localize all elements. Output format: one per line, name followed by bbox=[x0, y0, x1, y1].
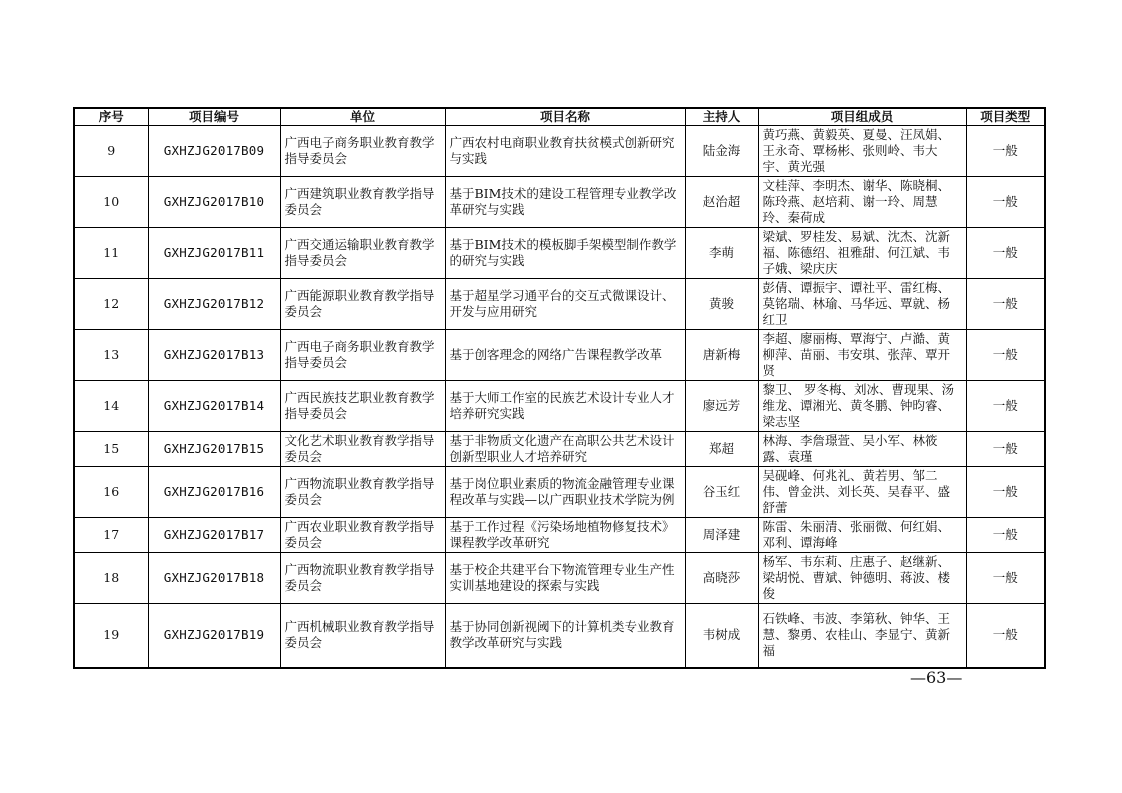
cell-name: 基于非物质文化遗产在高职公共艺术设计创新型职业人才培养研究 bbox=[445, 432, 685, 467]
cell-name: 基于超星学习通平台的交互式微课设计、开发与应用研究 bbox=[445, 279, 685, 330]
table-row bbox=[74, 228, 1045, 279]
cell-code: GXHZJG2017B14 bbox=[148, 381, 280, 432]
cell-name: 基于岗位职业素质的物流金融管理专业课程改革与实践—以广西职业技术学院为例 bbox=[445, 467, 685, 518]
cell-unit: 广西建筑职业教育教学指导委员会 bbox=[280, 177, 445, 228]
cell-name: 基于协同创新视阈下的计算机类专业教育教学改革研究与实践 bbox=[445, 604, 685, 668]
cell-code: GXHZJG2017B11 bbox=[148, 228, 280, 279]
cell-leader: 赵治超 bbox=[685, 177, 758, 228]
cell-no: 9 bbox=[74, 126, 148, 177]
cell-members: 梁斌、罗桂发、易斌、沈杰、沈新福、陈德绍、祖雅甜、何江斌、韦子娥、梁庆庆 bbox=[758, 228, 966, 279]
cell-unit: 广西物流职业教育教学指导委员会 bbox=[280, 553, 445, 604]
table-row bbox=[74, 432, 1045, 467]
cell-leader: 韦树成 bbox=[685, 604, 758, 668]
cell-unit: 广西电子商务职业教育教学指导委员会 bbox=[280, 330, 445, 381]
cell-unit: 广西机械职业教育教学指导委员会 bbox=[280, 604, 445, 668]
cell-no: 19 bbox=[74, 604, 148, 668]
cell-name: 广西农村电商职业教育扶贫模式创新研究与实践 bbox=[445, 126, 685, 177]
cell-leader: 唐新梅 bbox=[685, 330, 758, 381]
header-name: 项目名称 bbox=[445, 108, 685, 126]
table-row bbox=[74, 381, 1045, 432]
header-code: 项目编号 bbox=[148, 108, 280, 126]
cell-code: GXHZJG2017B09 bbox=[148, 126, 280, 177]
cell-type: 一般 bbox=[966, 330, 1045, 381]
cell-unit: 广西物流职业教育教学指导委员会 bbox=[280, 467, 445, 518]
cell-name: 基于校企共建平台下物流管理专业生产性实训基地建设的探索与实践 bbox=[445, 553, 685, 604]
cell-type: 一般 bbox=[966, 381, 1045, 432]
table-header-row bbox=[74, 108, 1045, 126]
cell-code: GXHZJG2017B18 bbox=[148, 553, 280, 604]
cell-leader: 黄骏 bbox=[685, 279, 758, 330]
cell-no: 13 bbox=[74, 330, 148, 381]
cell-no: 15 bbox=[74, 432, 148, 467]
cell-no: 18 bbox=[74, 553, 148, 604]
cell-no: 14 bbox=[74, 381, 148, 432]
cell-members: 林海、李詹璟萱、吴小军、林筱露、袁瑾 bbox=[758, 432, 966, 467]
table-row bbox=[74, 279, 1045, 330]
header-no: 序号 bbox=[74, 108, 148, 126]
cell-no: 12 bbox=[74, 279, 148, 330]
cell-members: 彭倩、谭振宇、谭社平、雷红梅、莫铭瑞、林瑜、马华远、覃就、杨红卫 bbox=[758, 279, 966, 330]
table-row bbox=[74, 467, 1045, 518]
cell-no: 10 bbox=[74, 177, 148, 228]
cell-name: 基于大师工作室的民族艺术设计专业人才培养研究实践 bbox=[445, 381, 685, 432]
cell-leader: 郑超 bbox=[685, 432, 758, 467]
cell-type: 一般 bbox=[966, 467, 1045, 518]
table-row bbox=[74, 330, 1045, 381]
cell-leader: 高晓莎 bbox=[685, 553, 758, 604]
header-unit: 单位 bbox=[280, 108, 445, 126]
cell-members: 陈雷、朱丽清、张丽微、何红娟、邓利、谭海峰 bbox=[758, 518, 966, 553]
cell-members: 石铁峰、韦波、李第秋、钟华、王慧、黎勇、农桂山、李显宁、黄新福 bbox=[758, 604, 966, 668]
table-row bbox=[74, 553, 1045, 604]
cell-unit: 文化艺术职业教育教学指导委员会 bbox=[280, 432, 445, 467]
cell-code: GXHZJG2017B19 bbox=[148, 604, 280, 668]
header-type: 项目类型 bbox=[966, 108, 1045, 126]
cell-code: GXHZJG2017B17 bbox=[148, 518, 280, 553]
cell-unit: 广西民族技艺职业教育教学指导委员会 bbox=[280, 381, 445, 432]
cell-leader: 谷玉红 bbox=[685, 467, 758, 518]
cell-unit: 广西能源职业教育教学指导委员会 bbox=[280, 279, 445, 330]
table-row bbox=[74, 518, 1045, 553]
cell-type: 一般 bbox=[966, 126, 1045, 177]
cell-no: 17 bbox=[74, 518, 148, 553]
cell-members: 黄巧燕、黄毅英、夏曼、汪凤娟、王永奇、覃杨彬、张则岭、韦大宇、黄光强 bbox=[758, 126, 966, 177]
cell-name: 基于BIM技术的建设工程管理专业教学改革研究与实践 bbox=[445, 177, 685, 228]
table-row bbox=[74, 126, 1045, 177]
cell-leader: 陆金海 bbox=[685, 126, 758, 177]
cell-name: 基于创客理念的网络广告课程教学改革 bbox=[445, 330, 685, 381]
cell-no: 16 bbox=[74, 467, 148, 518]
cell-code: GXHZJG2017B16 bbox=[148, 467, 280, 518]
cell-leader: 周泽建 bbox=[685, 518, 758, 553]
cell-code: GXHZJG2017B10 bbox=[148, 177, 280, 228]
project-table bbox=[73, 107, 1046, 669]
cell-members: 文桂萍、李明杰、谢华、陈晓桐、陈玲燕、赵培莉、谢一玲、周慧玲、秦荷成 bbox=[758, 177, 966, 228]
header-members: 项目组成员 bbox=[758, 108, 966, 126]
header-leader: 主持人 bbox=[685, 108, 758, 126]
cell-type: 一般 bbox=[966, 177, 1045, 228]
cell-code: GXHZJG2017B15 bbox=[148, 432, 280, 467]
cell-type: 一般 bbox=[966, 604, 1045, 668]
cell-members: 黎卫、 罗冬梅、刘冰、曹现果、汤维龙、谭湘光、黄冬鹏、钟昀睿、梁志坚 bbox=[758, 381, 966, 432]
cell-members: 杨军、韦东莉、庄惠子、赵继新、梁胡悦、曹斌、钟德明、蒋波、楼俊 bbox=[758, 553, 966, 604]
page-number: —63— bbox=[910, 668, 963, 687]
cell-name: 基于BIM技术的模板脚手架模型制作教学的研究与实践 bbox=[445, 228, 685, 279]
cell-unit: 广西电子商务职业教育教学指导委员会 bbox=[280, 126, 445, 177]
cell-no: 11 bbox=[74, 228, 148, 279]
cell-unit: 广西农业职业教育教学指导委员会 bbox=[280, 518, 445, 553]
cell-code: GXHZJG2017B13 bbox=[148, 330, 280, 381]
table-row bbox=[74, 177, 1045, 228]
cell-type: 一般 bbox=[966, 518, 1045, 553]
cell-name: 基于工作过程《污染场地植物修复技术》课程教学改革研究 bbox=[445, 518, 685, 553]
cell-leader: 李萌 bbox=[685, 228, 758, 279]
cell-type: 一般 bbox=[966, 432, 1045, 467]
cell-code: GXHZJG2017B12 bbox=[148, 279, 280, 330]
table-row bbox=[74, 604, 1045, 668]
cell-type: 一般 bbox=[966, 553, 1045, 604]
cell-members: 吴砚峰、何兆礼、黄若男、邹二伟、曾金洪、刘长英、吴春平、盛舒蕾 bbox=[758, 467, 966, 518]
cell-leader: 廖远芳 bbox=[685, 381, 758, 432]
cell-unit: 广西交通运输职业教育教学指导委员会 bbox=[280, 228, 445, 279]
cell-members: 李超、廖丽梅、覃海宁、卢澔、黄柳萍、苗丽、韦安琪、张萍、覃开贤 bbox=[758, 330, 966, 381]
cell-type: 一般 bbox=[966, 279, 1045, 330]
cell-type: 一般 bbox=[966, 228, 1045, 279]
